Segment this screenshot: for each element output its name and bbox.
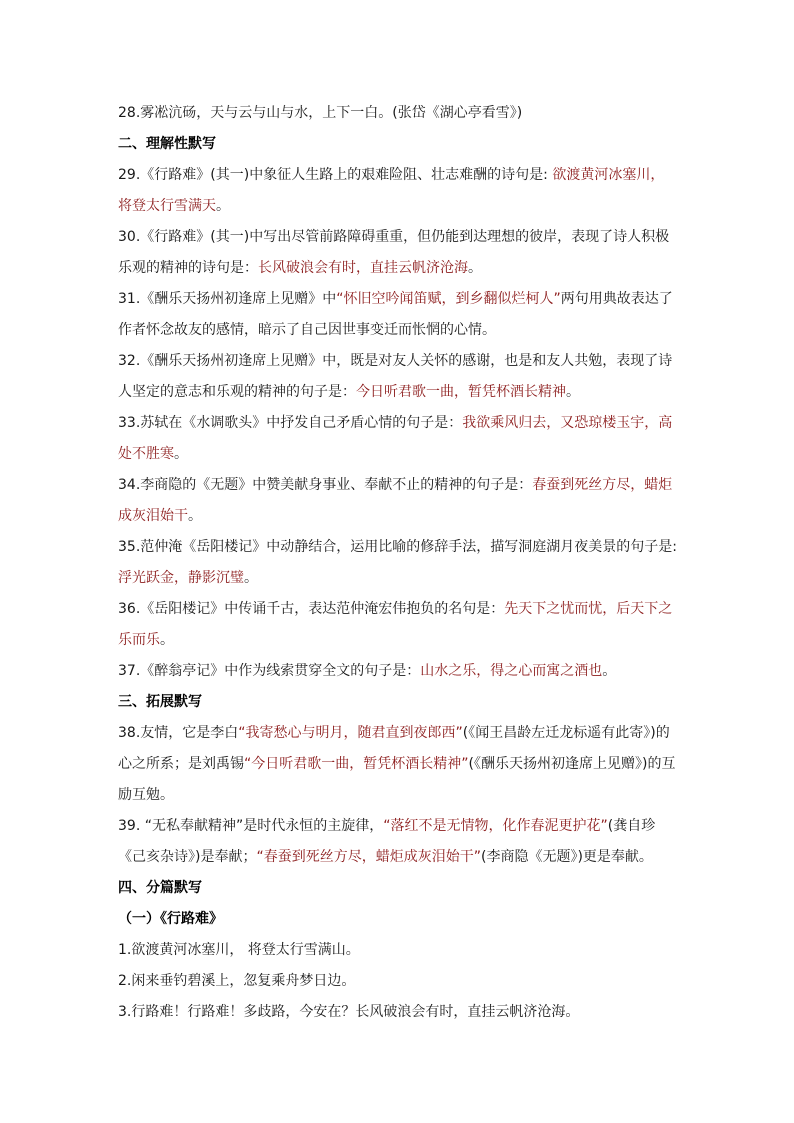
answer-text: 先天下之忧而忧，后天下之乐而乐 [118, 601, 673, 648]
answer-text: “怀旧空吟闻笛赋，到乡翻似烂柯人” [336, 291, 561, 307]
item-38: 38.友情，它是李白“我寄愁心与明月，随君直到夜郎西”(《闻王昌龄左迁龙标遥有此寄》)的心之所系；是刘禹锡“今日听君歌一曲，暂凭杯酒长精神”(《酬乐天扬州初逢席上见赠》)的互励互勉。 [118, 725, 676, 803]
recital-line-1: 1.欲渡黄河冰塞川， 将登太行雪满山。 [118, 942, 360, 958]
item-37: 37.《醉翁亭记》中作为线索贯穿全文的句子是：山水之乐，得之心而寓之酒也。 [118, 663, 617, 679]
answer-text: “落红不是无情物，化作春泥更护花” [383, 818, 608, 834]
answer-text: 我欲乘风归去，又恐琼楼玉宇，高处不胜寒 [118, 415, 673, 462]
item-28: 28.雾凇沆砀，天与云与山与水，上下一白。(张岱《湖心亭看雪》) [118, 105, 523, 121]
recital-line-2: 2.闲来垂钓碧溪上，忽复乘舟梦日边。 [118, 973, 356, 989]
item-39: 39. “无私奉献精神”是时代永恒的主旋律，“落红不是无情物，化作春泥更护花”(龚自珍《己亥杂诗》)是奉献；“春蚕到死丝方尽，蜡炬成灰泪始干”(李商隐《无题》)更是奉献。 [118, 818, 656, 865]
item-30: 30.《行路难》(其一)中写出尽管前路障碍重重，但仍能到达理想的彼岸，表现了诗人积极乐观的精神的诗句是：长风破浪会有时，直挂云帆济沧海。 [118, 229, 670, 276]
item-33: 33.苏轼在《水调歌头》中抒发自己矛盾心情的句子是：我欲乘风归去，又恐琼楼玉宇，高处不胜寒。 [118, 415, 673, 462]
answer-text: 春蚕到死丝方尽，蜡炬成灰泪始干 [118, 477, 673, 524]
answer-text: 山水之乐，得之心而寓之酒也 [420, 663, 603, 679]
section-heading-4: 四、分篇默写 [118, 880, 202, 896]
answer-text: “我寄愁心与明月，随君直到夜郎西” [238, 725, 463, 741]
item-32: 32.《酬乐天扬州初逢席上见赠》中，既是对友人关怀的感谢，也是和友人共勉，表现了诗人坚定的意志和乐观的精神的句子是：今日听君歌一曲，暂凭杯酒长精神。 [118, 353, 673, 400]
answer-text: 浮光跃金，静影沉璧 [118, 570, 244, 586]
recital-line-3: 3.行路难！行路难！多歧路，今安在？长风破浪会有时，直挂云帆济沧海。 [118, 1004, 580, 1020]
item-35: 35.范仲淹《岳阳楼记》中动静结合，运用比喻的修辞手法，描写洞庭湖月夜美景的句子是:浮光跃金，静影沉璧。 [118, 539, 677, 586]
answer-text: 长风破浪会有时，直挂云帆济沧海 [258, 260, 468, 276]
item-34: 34.李商隐的《无题》中赞美献身事业、奉献不止的精神的句子是：春蚕到死丝方尽，蜡炬成灰泪始干。 [118, 477, 673, 524]
answer-text: 欲渡黄河冰塞川，将登太行雪满天 [118, 167, 665, 214]
item-31: 31.《酬乐天扬州初逢席上见赠》中“怀旧空吟闻笛赋，到乡翻似烂柯人”两句用典故表达了作者怀念故友的感情，暗示了自己因世事变迁而怅惘的心情。 [118, 291, 673, 338]
item-29: 29.《行路难》(其一)中象征人生路上的艰难险阻、壮志难酬的诗句是: 欲渡黄河冰塞川，将登太行雪满天。 [118, 167, 665, 214]
answer-text: “春蚕到死丝方尽，蜡炬成灰泪始干” [256, 849, 481, 865]
answer-text: 今日听君歌一曲，暂凭杯酒长精神 [356, 384, 566, 400]
item-36: 36.《岳阳楼记》中传诵千古，表达范仲淹宏伟抱负的名句是：先天下之忧而忧，后天下之乐而乐。 [118, 601, 673, 648]
section-heading-3: 三、拓展默写 [118, 694, 202, 710]
document-body [118, 98, 678, 1028]
section-heading-2: 二、理解性默写 [118, 136, 216, 152]
answer-text: “今日听君歌一曲，暂凭杯酒长精神” [244, 756, 469, 772]
subsection-heading: （一）《行路难》 [118, 911, 223, 927]
